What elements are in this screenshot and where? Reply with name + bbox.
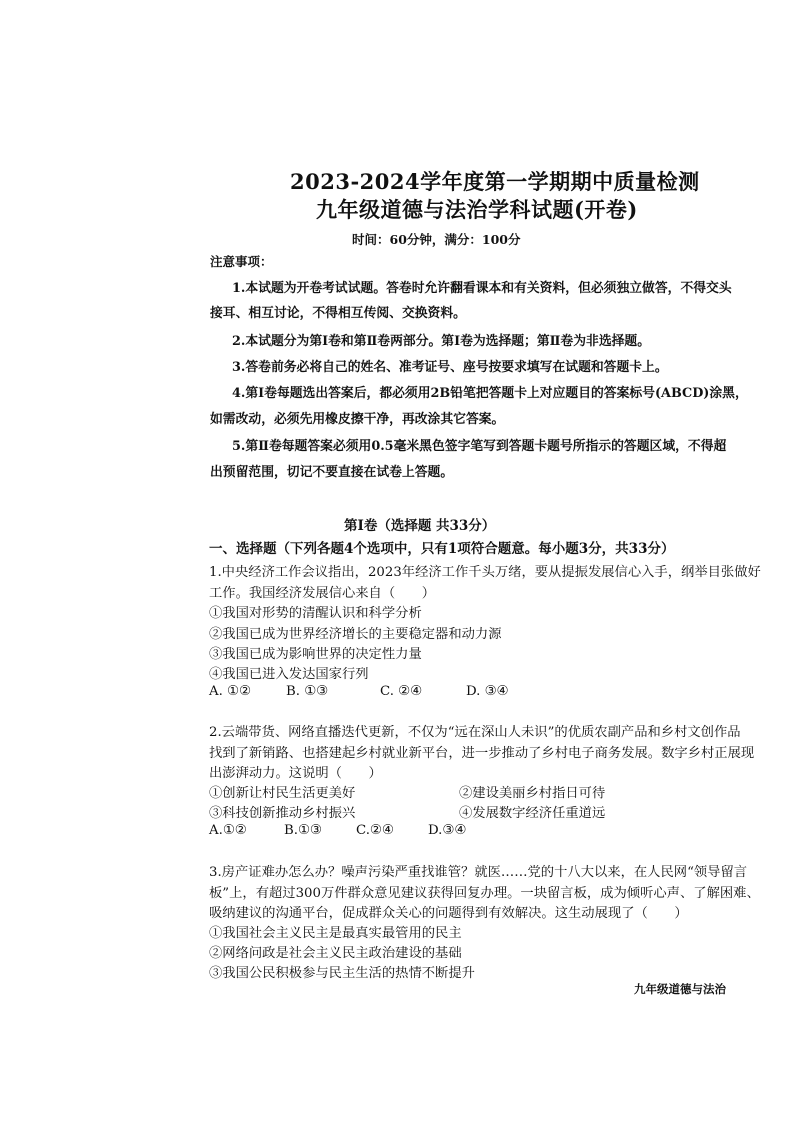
page-footer: 九年级道德与法治: [634, 982, 726, 996]
question-2-text: 找到了新销路、也搭建起乡村就业新平台，进一步推动了乡村电子商务发展。数字乡村正展现: [209, 746, 755, 761]
section-heading: 第Ⅰ卷（选择题 共33分）: [344, 518, 496, 534]
question-1-option-b: B. ①③: [286, 684, 329, 699]
notice-heading: 注意事项：: [210, 254, 273, 269]
question-3-statement: ②网络问政是社会主义民主政治建设的基础: [209, 946, 462, 961]
question-1-text: 1.中央经济工作会议指出，2023年经济工作千头万绪，要从提振发展信心入手，纲举目张做好: [209, 565, 761, 580]
question-2-option-a: A.①②: [209, 823, 247, 838]
time-info: 时间：60分钟，满分：100分: [352, 232, 521, 247]
question-2-text: 出澎湃动力。这说明（ ）: [209, 766, 382, 781]
question-2-statement: ③科技创新推动乡村振兴: [209, 806, 356, 821]
notice-line: 5.第Ⅱ卷每题答案必须用0.5毫米黑色签字笔写到答题卡题号所指示的答题区域，不得超: [232, 439, 727, 454]
question-3-statement: ①我国社会主义民主是最真实最管用的民主: [209, 926, 462, 941]
question-2-statement: ②建设美丽乡村指日可待: [459, 786, 606, 801]
question-1-option-c: C. ②④: [380, 684, 422, 699]
notice-line: 出预留范围，切记不要直接在试卷上答题。: [210, 465, 454, 480]
question-1-text: 工作。我国经济发展信心来自（ ）: [209, 586, 436, 601]
question-1-statement: ④我国已进入发达国家行列: [209, 667, 369, 682]
question-3-text: 3.房产证难办怎么办？噪声污染严重找谁管？就医……党的十八大以来，在人民网“领导留言: [209, 865, 748, 880]
question-2-option-d: D.③④: [428, 823, 467, 838]
notice-line: 如需改动，必须先用橡皮擦干净，再改涂其它答案。: [210, 412, 505, 427]
question-2-statement: ①创新让村民生活更美好: [209, 786, 356, 801]
question-2-option-b: B.①③: [284, 823, 322, 838]
exam-title: 2023-2024学年度第一学期期中质量检测: [290, 169, 700, 194]
question-2-option-c: C.②④: [356, 823, 394, 838]
notice-line: 2.本试题分为第Ⅰ卷和第Ⅱ卷两部分。第Ⅰ卷为选择题；第Ⅱ卷为非选择题。: [232, 334, 651, 349]
question-2-text: 2.云端带货、网络直播迭代更新，不仅为“远在深山人未识”的优质农副产品和乡村文创作品: [209, 725, 741, 740]
question-1-statement: ③我国已成为影响世界的决定性力量: [209, 647, 422, 662]
question-3-text: 吸纳建议的沟通平台，促成群众关心的问题得到有效解决。这生动展现了（ ）: [209, 906, 688, 921]
question-1-option-a: A. ①②: [209, 684, 251, 699]
question-2-statement: ④发展数字经济任重道远: [459, 806, 606, 821]
exam-subtitle: 九年级道德与法治学科试题(开卷): [316, 197, 638, 222]
question-1-statement: ①我国对形势的清醒认识和科学分析: [209, 606, 422, 621]
notice-line: 4.第Ⅰ卷每题选出答案后，都必须用2B铅笔把答题卡上对应题目的答案标号(ABCD)涂黑，: [232, 386, 748, 401]
question-3-statement: ③我国公民积极参与民主生活的热情不断提升: [209, 966, 475, 981]
question-1-option-d: D. ③④: [466, 684, 509, 699]
notice-line: 接耳、相互讨论，不得相互传阅、交换资料。: [210, 306, 466, 321]
notice-line: 3.答卷前务必将自己的姓名、准考证号、座号按要求填写在试题和答题卡上。: [232, 360, 668, 375]
question-1-statement: ②我国已成为世界经济增长的主要稳定器和动力源: [209, 627, 502, 642]
question-3-text: 板”上，有超过300万件群众意见建议获得回复办理。一块留言板，成为倾听心声、了解困难、: [209, 886, 760, 901]
part-heading: 一、选择题（下列各题4个选项中，只有1项符合题意。每小题3分，共33分）: [209, 541, 675, 557]
notice-line: 1.本试题为开卷考试试题。答卷时允许翻看课本和有关资料，但必须独立做答，不得交头: [232, 281, 732, 296]
